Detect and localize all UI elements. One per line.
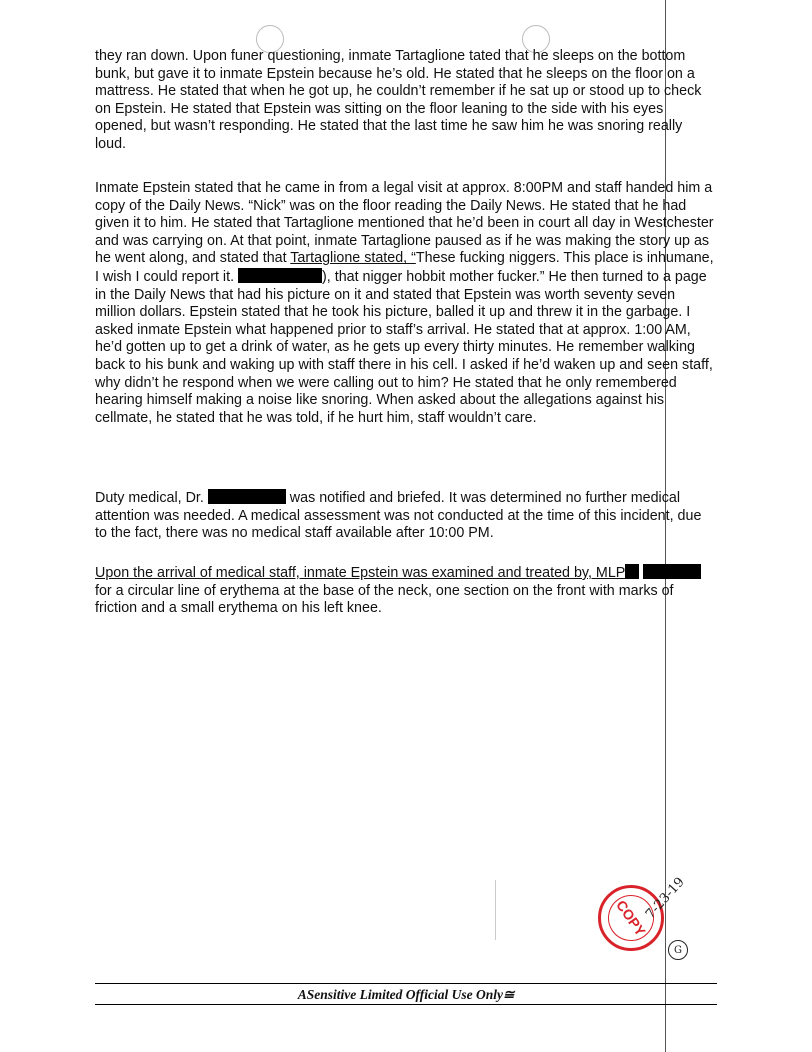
redaction-box <box>208 489 286 504</box>
redaction-box <box>643 564 701 579</box>
paragraph-3-part-a: Duty medical, Dr. <box>95 490 208 506</box>
paragraph-2-part-d: ), that nigger hobbit mother fucker.” He then turned to a page in the Daily News that had his picture on it and stated that Epstein was worth seventy seven million dollars. Epstein stated that he took his picture, balled it up and threw it in the garbage. I asked inmate Epstein what happened prior to staff’s arrival. He stated that at approx. 1:00 AM, he’d gotten up to get a drink of water, as he gets up every thirty minutes. He remember walking back to his bunk and waking up with staff there in his cell. I asked if he’d waken up and seen staff, why didn’t he respond when we were calling out to him? He stated that he only remembered hearing himself making a noise like snoring. When asked about the allegations against his cellmate, he stated that he was told, if he hurt him, staff wouldn’t care. <box>95 268 713 426</box>
redaction-box <box>625 564 639 579</box>
paragraph-3 <box>95 489 717 543</box>
scan-line-center <box>495 880 496 940</box>
paragraph-2-part-b: Tartaglione stated, “ <box>290 250 416 267</box>
footer-rule-top <box>95 983 717 984</box>
paragraph-4-part-b: for a circular line of erythema at the base of the neck, one section on the front with marks of friction and a small erythema on his left knee. <box>95 582 674 617</box>
redaction-box <box>238 268 322 283</box>
paragraph-1-part-a: they ran down. Upon fu <box>95 48 243 64</box>
paragraph-2-part-c: These fucking niggers. This place is inhumane, I wish I could report it. <box>95 250 714 285</box>
handwritten-date: 7-23-19 <box>643 874 688 923</box>
paragraph-1-part-c: tated that he sleeps on the bottom bunk, but gave it to inmate Epstein because he’s old. He stated that he sleeps on the floor on a mattress. He stated that when he got up, he couldn’t remember if he sat up or stood up to check on Epstein. He stated that Epstein was sitting on the floor leaning to the side with his eyes opened, but wasn’t responding. He stated that the last time he saw him he was snoring really loud. <box>95 48 702 152</box>
footer-rule-bottom <box>95 1004 717 1005</box>
footer-classification: ASensitive Limited Official Use Only≅ <box>297 987 515 1002</box>
paragraph-1 <box>95 48 717 154</box>
paragraph-2 <box>95 180 717 427</box>
copy-stamp-text: COPY <box>599 886 663 950</box>
paragraph-3-part-b: was notified and briefed. It was determined no further medical attention was needed. A medical assessment was not conducted at the time of this incident, due to the fact, there was no medical staff available after 10:00 PM. <box>95 490 702 542</box>
handwritten-initials: G <box>668 940 688 960</box>
paragraph-4-part-a: Upon the arrival of medical staff, inmate Epstein was examined and treated by, MLP <box>95 565 626 581</box>
paragraph-4 <box>95 564 717 618</box>
paragraph-2-part-a: Inmate Epstein stated that he came in from a legal visit at approx. 8:00PM and staff handed him a copy of the Daily News. “Nick” was on the floor reading the Daily News. He stated that he had given it to him. He stated that Tartaglione mentioned that he’d been in court all day in Westchester and was carrying on. At that point, inmate Tartaglione paused as if he was making the story up as he went along, and stated that <box>95 180 714 267</box>
paragraph-1-part-b: ner questioning, inmate Tartaglione <box>242 48 470 64</box>
